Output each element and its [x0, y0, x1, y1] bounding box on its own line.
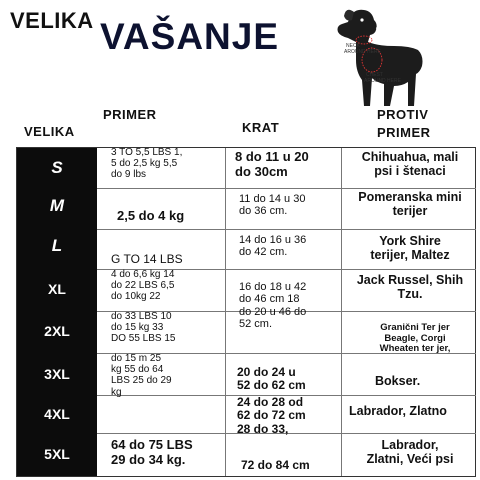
size-3xl: 3XL — [44, 366, 70, 382]
size-4xl: 4XL — [44, 406, 70, 422]
krat-m: 11 do 14 u 30 do 36 cm. — [239, 193, 306, 218]
size-5xl: 5XL — [44, 446, 70, 462]
breeds-2xl: Granični Ter jer Beagle, Corgi Wheaten ter jer, — [379, 322, 451, 355]
primer-l: G TO 14 LBS — [111, 252, 183, 266]
primer-3xl: do 15 m 25 kg 55 do 64 LBS 25 do 29 kg — [111, 353, 172, 398]
header-size: VELIKA — [24, 124, 75, 139]
header-krat: KRAT — [242, 120, 280, 135]
primer-xl: 4 do 6,6 kg 14 do 22 LBS 6,5 do 10kg 22 — [111, 269, 175, 303]
back-label: Nazad! — [378, 9, 408, 19]
primer-s: 3 TO 5,5 LBS 1, 5 do 2,5 kg 5,5 do 9 lbs — [111, 147, 183, 181]
neck-label: NECK — [346, 43, 360, 49]
column-divider — [341, 148, 342, 476]
size-table — [16, 147, 476, 477]
krat-xl: 16 do 18 u 42 do 46 cm 18 do 20 u 46 do 52 cm. — [239, 281, 307, 330]
size-2xl: 2XL — [44, 323, 70, 339]
size-m: M — [49, 196, 65, 215]
page-title: VAŠANJE — [100, 16, 280, 57]
krat-l: 14 do 16 u 36 do 42 cm. — [239, 234, 307, 259]
krat-4xl: 24 do 28 od 62 do 72 cm 28 do 33, — [237, 395, 306, 436]
chest-label: CHEST — [366, 72, 383, 78]
header-breeds-line2: PRIMER — [377, 125, 431, 140]
primer-5xl: 64 do 75 LBS 29 do 34 kg. — [111, 437, 193, 467]
breeds-m: Pomeranska mini terijer — [358, 190, 462, 218]
row-divider — [97, 229, 476, 230]
back-sub-label: MEASURE HERE TO HERE — [378, 21, 442, 27]
column-divider — [225, 148, 226, 476]
krat-3xl: 20 do 24 u 52 do 62 cm — [237, 365, 306, 393]
breeds-3xl: Bokser. — [375, 374, 421, 388]
size-s: S — [51, 158, 63, 177]
breeds-s: Chihuahua, mali psi i štenaci — [361, 150, 459, 178]
size-xl: XL — [48, 281, 66, 297]
breeds-4xl: Labrador, Zlatno — [349, 404, 447, 418]
chest-sub-label: AROUND HERE — [364, 78, 401, 84]
primer-2xl: do 33 LBS 10 do 15 kg 33 DO 55 LBS 15 — [111, 311, 176, 345]
header-primer: PRIMER — [103, 107, 157, 122]
krat-5xl: 72 do 84 cm — [241, 458, 310, 472]
primer-m: 2,5 do 4 kg — [117, 208, 185, 223]
krat-s: 8 do 11 u 20 do 30cm — [235, 149, 309, 179]
header-breeds-line1: PROTIV — [377, 107, 429, 122]
size-l: L — [51, 236, 63, 255]
breeds-l: York Shire terijer, Maltez — [370, 234, 450, 262]
title-prefix: VELIKA — [10, 8, 94, 33]
dog-illustration — [318, 2, 428, 108]
row-divider — [97, 188, 476, 189]
neck-sub-label: AROUND HERE — [344, 49, 381, 55]
breeds-xl: Jack Russel, Shih Tzu. — [356, 273, 464, 301]
breeds-5xl: Labrador, Zlatni, Veći psi — [366, 438, 454, 466]
